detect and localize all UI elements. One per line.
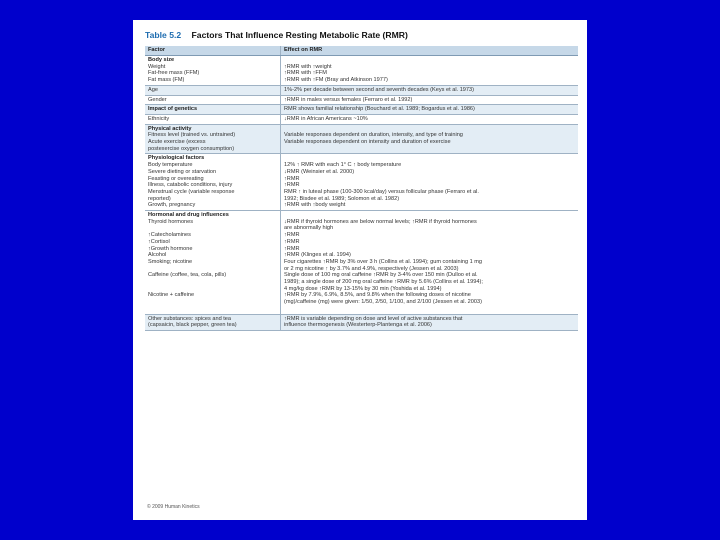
effect-text: Four cigarettes ↑RMR by 3% over 3 h (Collins et al. 1994); gum containing 1 mg bbox=[284, 258, 483, 265]
effect-text: ↑RMR by 7.9%, 6.9%, 8.5%, and 9.8% when the following doses of nicotine bbox=[284, 292, 471, 299]
effect-text: ↓RMR (Weinsier et al. 2000) bbox=[284, 168, 355, 175]
table-row bbox=[145, 56, 578, 86]
factor-cell bbox=[145, 211, 281, 314]
effect-text: 4 mg/kg dose ↑RMR by 13-15% by 30 min (Yoshida et al. 1994) bbox=[284, 285, 442, 292]
factor-cell bbox=[145, 154, 281, 210]
factor-category: Physical activity bbox=[148, 125, 192, 132]
effect-text: ↑RMR with ↑weight bbox=[284, 63, 332, 70]
factor-category: Impact of genetics bbox=[148, 106, 198, 113]
effect-text bbox=[284, 57, 575, 64]
effect-text: 1989); a single dose of 200 mg oral caffeine ↑RMR by 5.6% (Collins et al. 1994); bbox=[284, 279, 483, 286]
factor-text: Smoking; nicotine bbox=[148, 258, 193, 265]
effect-cell bbox=[281, 86, 578, 95]
factor-text: Severe dieting or starvation bbox=[148, 168, 217, 175]
factor-text: Fitness level (trained vs. untrained) bbox=[148, 132, 236, 139]
factors-table bbox=[145, 46, 578, 504]
factor-text bbox=[148, 266, 277, 273]
effect-cell bbox=[281, 125, 578, 154]
effect-text: (mg)/caffeine (mg) were given: 1/50, 2/50, 1/100, and 2/100 (Jessen et al. 2003) bbox=[284, 299, 482, 306]
factor-text bbox=[148, 279, 277, 286]
factor-cell bbox=[145, 56, 281, 85]
table-row bbox=[145, 154, 578, 211]
effect-text: ↑RMR with ↑body weight bbox=[284, 202, 346, 209]
factor-cell bbox=[145, 105, 281, 114]
effect-text: 12% ↑ RMR with each 1° C ↑ body temperature bbox=[284, 162, 402, 169]
effect-text: 1992; Bisdee et al. 1989; Solomon et al. 1982) bbox=[284, 195, 400, 202]
factor-text: Ethnicity bbox=[148, 115, 170, 122]
table-row bbox=[145, 115, 578, 125]
factor-text: Fat-free mass (FFM) bbox=[148, 70, 200, 77]
header-effect: Effect on RMR bbox=[284, 47, 323, 53]
table-header-row bbox=[145, 46, 578, 56]
effect-cell bbox=[281, 105, 578, 114]
effect-text: ↑RMR with ↑FM (Bray and Atkinson 1977) bbox=[284, 77, 388, 84]
effect-text: Variable responses dependent on duration, intensity, and type of training bbox=[284, 132, 463, 139]
factor-text: Feasting or overeating bbox=[148, 175, 204, 182]
table-row bbox=[145, 105, 578, 115]
effect-text: ↑RMR bbox=[284, 175, 300, 182]
effect-text bbox=[284, 155, 575, 162]
effect-text: ↑RMR bbox=[284, 238, 300, 245]
table-row bbox=[145, 125, 578, 155]
factor-cell bbox=[145, 96, 281, 105]
slide bbox=[133, 20, 587, 520]
effect-text: ↑RMR in males versus females (Ferraro et al. 1992) bbox=[284, 96, 413, 103]
effect-text: Single dose of 100 mg oral caffeine ↑RMR by 3-4% over 150 min (Dulloo et al. bbox=[284, 272, 478, 279]
effect-cell bbox=[281, 56, 578, 85]
effect-cell bbox=[281, 211, 578, 314]
effect-text bbox=[284, 212, 575, 219]
effect-text: or 2 mg nicotine ↑ by 3.7% and 4.9%, respectively (Jessen et al. 2003) bbox=[284, 265, 459, 272]
effect-text: Variable responses dependent on intensity and duration of exercise bbox=[284, 139, 451, 146]
effect-text bbox=[284, 306, 575, 313]
effect-text: RMR ↑ in luteal phase (100-300 kcal/day) versus follicular phase (Ferraro et al. bbox=[284, 188, 479, 195]
factor-cell bbox=[145, 115, 281, 124]
table-row bbox=[145, 315, 578, 331]
effect-text: ↑RMR bbox=[284, 182, 300, 189]
table-row bbox=[145, 96, 578, 106]
effect-text: ↑RMR with ↑FFM bbox=[284, 70, 327, 77]
factor-text: Fat mass (FM) bbox=[148, 77, 185, 84]
effect-text: are abnormally high bbox=[284, 225, 334, 232]
effect-text: ↑RMR bbox=[284, 245, 300, 252]
factor-text: Alcohol bbox=[148, 252, 167, 259]
factor-cell bbox=[145, 315, 281, 330]
factor-text bbox=[148, 306, 277, 313]
factor-text: Acute exercise (excess bbox=[148, 139, 206, 146]
effect-cell bbox=[281, 96, 578, 105]
factor-text: Thyroid hormones bbox=[148, 218, 194, 225]
table-title bbox=[145, 30, 408, 40]
table-number: Table 5.2 bbox=[145, 30, 182, 40]
effect-text bbox=[284, 126, 575, 133]
effect-text: 1%-2% per decade between second and seventh decades (Keys et al. 1973) bbox=[284, 86, 475, 93]
factor-text: ↑Cortisol bbox=[148, 238, 170, 245]
factor-text: ↑Catecholamines bbox=[148, 232, 191, 239]
effect-cell bbox=[281, 315, 578, 330]
factor-text bbox=[148, 225, 277, 232]
effect-text: ↑RMR bbox=[284, 232, 300, 239]
factor-text: Growth, pregnancy bbox=[148, 202, 196, 209]
factor-cell bbox=[145, 125, 281, 154]
effect-text bbox=[284, 146, 575, 153]
effect-cell bbox=[281, 115, 578, 124]
factor-text: (capsaicin, black pepper, green tea) bbox=[148, 322, 237, 329]
copyright: © 2009 Human Kinetics bbox=[147, 504, 200, 510]
factor-text: Illness, catabolic conditions, injury bbox=[148, 182, 233, 189]
factor-text: ↑Growth hormone bbox=[148, 245, 193, 252]
effect-text: RMR shows familial relationship (Bouchard et al. 1989; Bogardus et al. 1986) bbox=[284, 106, 475, 113]
effect-text: ↑RMR is variable depending on dose and level of active substances that bbox=[284, 315, 463, 322]
effect-text: ↓RMR in African Americans ~10% bbox=[284, 115, 368, 122]
factor-category: Hormonal and drug influences bbox=[148, 212, 229, 219]
factor-cell bbox=[145, 86, 281, 95]
factor-category: Body size bbox=[148, 57, 175, 63]
factor-category: Physiological factors bbox=[148, 155, 205, 162]
factor-text bbox=[148, 299, 277, 306]
factor-text: Nicotine + caffeine bbox=[148, 292, 195, 299]
header-factor: Factor bbox=[145, 46, 281, 55]
effect-text: ↑RMR (Klinges et al. 1994) bbox=[284, 252, 351, 259]
factor-text: Menstrual cycle (variable response bbox=[148, 188, 235, 195]
effect-cell bbox=[281, 154, 578, 210]
factor-text: Age bbox=[148, 86, 158, 93]
effect-text: influence thermogenesis (Westerterp-Plantenga et al. 2006) bbox=[284, 322, 432, 329]
factor-text: Other substances: spices and tea bbox=[148, 315, 232, 322]
factor-text: Gender bbox=[148, 96, 167, 103]
factor-text bbox=[148, 286, 277, 293]
table-row bbox=[145, 86, 578, 96]
factor-text: Weight bbox=[148, 63, 166, 70]
table-row bbox=[145, 211, 578, 315]
table-title-text: Factors That Influence Resting Metabolic Rate (RMR) bbox=[191, 30, 408, 40]
factor-text: Body temperature bbox=[148, 162, 193, 169]
factor-text: reported) bbox=[148, 195, 171, 202]
factor-text: postexercise oxygen consumption) bbox=[148, 145, 235, 152]
factor-text: Caffeine (coffee, tea, cola, pills) bbox=[148, 272, 227, 279]
effect-text: ↓RMR if thyroid hormones are below normal levels; ↑RMR if thyroid hormones bbox=[284, 218, 477, 225]
